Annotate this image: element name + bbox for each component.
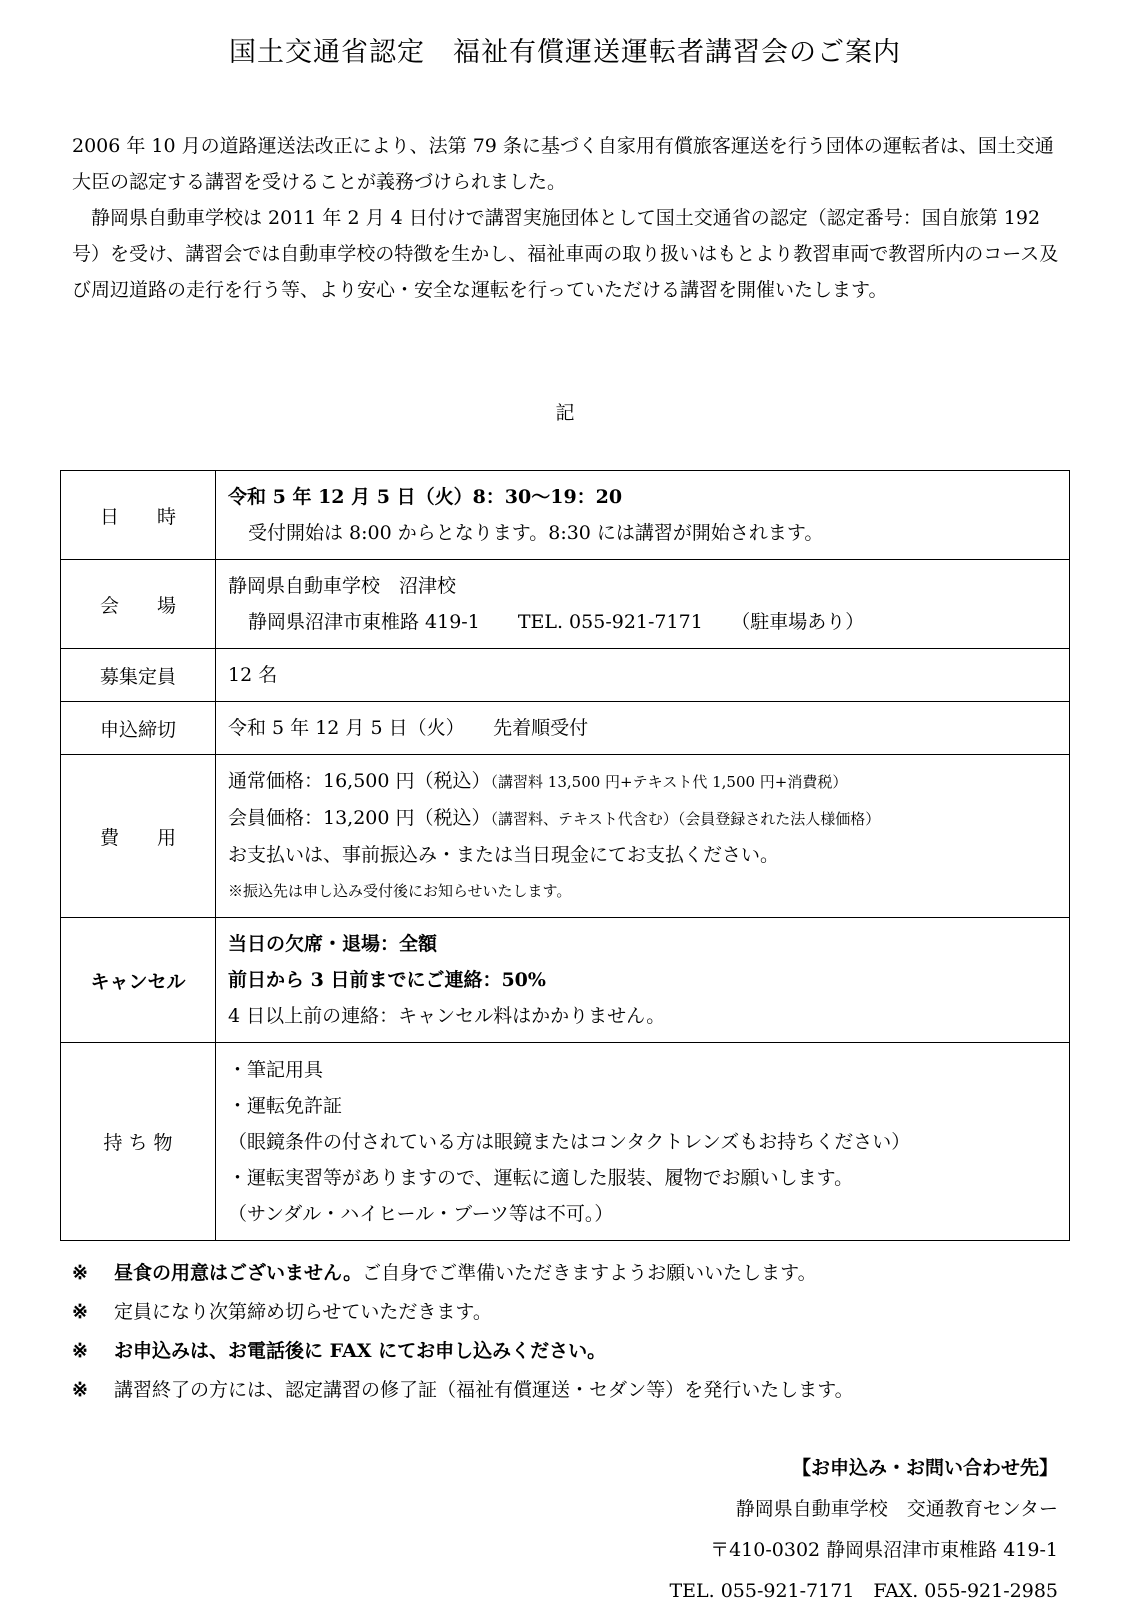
note-1-bold: 昼食の用意はございません。 — [114, 1262, 363, 1284]
contact-org: 静岡県自動車学校 交通教育センター — [735, 1498, 1058, 1520]
note-3-text: お申込みは、お電話後に FAX にてお申し込みください。 — [114, 1340, 607, 1362]
datetime-label: 日 時 — [61, 471, 216, 560]
cancel-line3: 4 日以上前の連絡：キャンセル料はかかりません。 — [228, 1005, 666, 1027]
note-mark: ※ — [72, 1340, 88, 1362]
note-4-text: 講習終了の方には、認定講習の修了証（福祉有償運送・セダン等）を発行いたします。 — [114, 1379, 854, 1401]
intro-paragraph-1: 2006 年 10 月の道路運送法改正により、法第 79 条に基づく自家用有償旅客運送を行う団体の運転者は、国土交通大臣の認定する講習を受けることが義務づけられました。 — [72, 135, 1054, 193]
ki-heading: 記 — [555, 402, 575, 424]
capacity-value: 12 名 — [216, 649, 1070, 702]
fee-member-main: 会員価格：13,200 円（税込） — [228, 807, 491, 829]
fee-value — [216, 755, 1070, 918]
fee-member-detail: （講習料、テキスト代含む）（会員登録された法人様価格） — [490, 810, 881, 828]
items-line5: （サンダル・ハイヒール・ブーツ等は不可。） — [228, 1202, 614, 1225]
row-venue — [61, 560, 1070, 649]
row-fee — [61, 755, 1070, 918]
items-value — [216, 1043, 1070, 1241]
notes-section — [72, 1254, 1072, 1410]
fee-label: 費 用 — [61, 755, 216, 918]
note-4 — [72, 1371, 1072, 1410]
event-details-table — [60, 470, 1070, 1241]
contact-heading: 【お申込み・お問い合わせ先】 — [791, 1457, 1058, 1479]
page-title: 国土交通省認定 福祉有償運送運転者講習会のご案内 — [229, 37, 901, 68]
fee-note: ※振込先は申し込み受付後にお知らせいたします。 — [228, 882, 572, 900]
venue-label: 会 場 — [61, 560, 216, 649]
note-1-text: ご自身でご準備いただきますようお願いいたします。 — [362, 1262, 817, 1284]
datetime-value — [216, 471, 1070, 560]
items-line4: ・運転実習等がありますので、運転に適した服装、履物でお願いします。 — [228, 1166, 854, 1189]
fee-member — [228, 800, 1059, 837]
fee-normal-main: 通常価格：16,500 円（税込） — [228, 770, 491, 792]
capacity-label: 募集定員 — [61, 649, 216, 702]
note-mark: ※ — [72, 1301, 88, 1323]
contact-address: 〒410-0302 静岡県沼津市東椎路 419-1 — [710, 1539, 1058, 1561]
intro-section — [72, 128, 1062, 308]
deadline-label: 申込締切 — [61, 702, 216, 755]
fee-normal — [228, 763, 1059, 800]
row-items — [61, 1043, 1070, 1241]
note-mark: ※ — [72, 1262, 88, 1284]
note-3 — [72, 1332, 1072, 1371]
contact-block — [638, 1448, 1058, 1612]
cancel-value — [216, 918, 1070, 1043]
note-2 — [72, 1293, 1072, 1332]
datetime-line1: 令和 5 年 12 月 5 日（火）8：30〜19：20 — [228, 486, 623, 508]
items-line2: ・運転免許証 — [228, 1094, 343, 1117]
venue-value — [216, 560, 1070, 649]
venue-line2: 静岡県沼津市東椎路 419-1 TEL. 055-921-7171 （駐車場あり） — [248, 611, 865, 633]
cancel-label: キャンセル — [61, 918, 216, 1043]
items-line1: ・筆記用具 — [228, 1058, 324, 1081]
row-capacity — [61, 649, 1070, 702]
note-2-text: 定員になり次第締め切らせていただきます。 — [114, 1301, 492, 1323]
cancel-line1: 当日の欠席・退場：全額 — [228, 933, 438, 955]
contact-tel-fax: TEL. 055-921-7171 FAX. 055-921-2985 — [669, 1580, 1058, 1602]
fee-payment: お支払いは、事前振込み・または当日現金にてお支払ください。 — [228, 844, 780, 866]
items-label: 持 ち 物 — [61, 1043, 216, 1241]
items-line3: （眼鏡条件の付されている方は眼鏡またはコンタクトレンズもお持ちください） — [228, 1130, 911, 1153]
note-1 — [72, 1254, 1072, 1293]
venue-line1: 静岡県自動車学校 沼津校 — [228, 575, 457, 597]
row-datetime — [61, 471, 1070, 560]
row-deadline — [61, 702, 1070, 755]
deadline-value: 令和 5 年 12 月 5 日（火） 先着順受付 — [216, 702, 1070, 755]
datetime-line2: 受付開始は 8:00 からとなります。8:30 には講習が開始されます。 — [248, 522, 824, 544]
cancel-line2: 前日から 3 日前までにご連絡：50% — [228, 969, 546, 991]
note-mark: ※ — [72, 1379, 88, 1401]
intro-paragraph-2: 静岡県自動車学校は 2011 年 2 月 4 日付けで講習実施団体として国土交通省の認定（認定番号：国自旅第 192 号）を受け、講習会では自動車学校の特徴を生かし、福祉車両の取り扱いはもとより教習車両で教習所内のコース及び周辺道路の走行を行う等、より安心・安全な運転を行っていただける講習を開催いたします。 — [72, 207, 1059, 301]
row-cancel — [61, 918, 1070, 1043]
fee-normal-detail: （講習料 13,500 円+テキスト代 1,500 円+消費税） — [490, 773, 848, 791]
